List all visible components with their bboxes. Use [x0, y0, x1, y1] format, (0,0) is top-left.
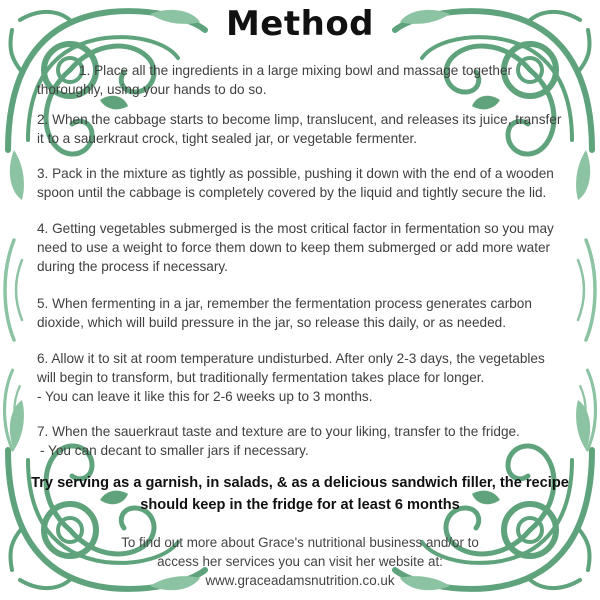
step-text: 1. Place all the ingredients in a large mixing bowl and massage together thoroughly, using your hands to do so.: [37, 63, 512, 97]
method-step-3: [37, 164, 565, 202]
method-step-7: [37, 422, 565, 460]
footer-line: access her services you can visit her website at:: [157, 554, 443, 569]
step-text: 7. When the sauerkraut taste and texture are to your liking, transfer to the fridge.: [37, 424, 520, 439]
step-text: 3. Pack in the mixture as tightly as possible, pushing it down with the end of a wooden spoon until the cabbage is completely covered by the liquid and tightly secure the lid.: [37, 166, 554, 200]
step-text: 4. Getting vegetables submerged is the most critical factor in fermentation so you may need to use a weight to force them down to keep them submerged or add more water during the process if necessary.: [37, 221, 554, 274]
step-note: - You can decant to smaller jars if necessary.: [40, 443, 309, 458]
step-note: - You can leave it like this for 2-6 weeks up to 3 months.: [37, 389, 373, 404]
step-text: 5. When fermenting in a jar, remember the fermentation process generates carbon dioxide, which will build pressure in the jar, so release this daily, or as needed.: [37, 296, 532, 330]
serving-tip: Try serving as a garnish, in salads, & as a delicious sandwich filler, the recipe should keep in the fridge for at least 6 months: [31, 475, 569, 513]
method-step-2: [37, 110, 565, 148]
footer: [100, 533, 500, 590]
method-step-6: [37, 349, 565, 406]
step-text: 6. Allow it to sit at room temperature undisturbed. After only 2-3 days, the vegetables will begin to transform, but traditionally fermentation takes place for longer.: [37, 351, 545, 385]
method-step-5: [37, 294, 565, 332]
method-step-1: [37, 61, 565, 99]
website-link[interactable]: www.graceadamsnutrition.co.uk: [205, 573, 395, 588]
footer-line: To find out more about Grace's nutritional business and/or to: [121, 535, 479, 550]
method-step-4: [37, 219, 565, 276]
page-title: Method: [225, 4, 375, 44]
step-text: 2. When the cabbage starts to become limp, translucent, and releases its juice, transfer it to a sauerkraut crock, tight sealed jar, or vegetable fermenter.: [37, 112, 562, 146]
